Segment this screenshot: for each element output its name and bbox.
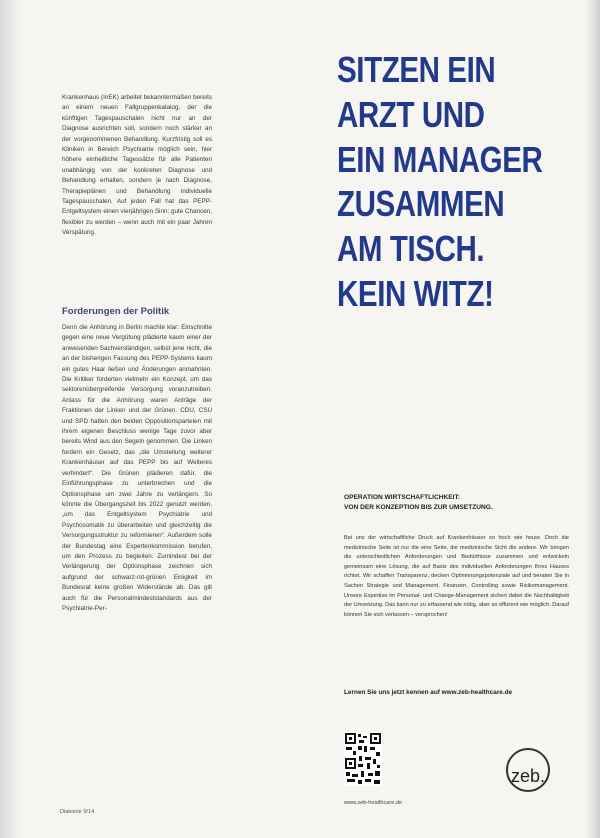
page-folio: Diakonie 9/14	[60, 809, 95, 815]
ad-body-copy: Bei uns der wirtschaftliche Druck auf Krankenhäuser so hoch wie heute. Doch die medizinische Seite ist nur die eine Seite, die medizinische Sicht die andere. Wir bringen die unterschiedlichen Anforderungen und Bedürfnisse zusammen und entwickeln gemeinsam eine Lösung, die auf Basis des individuellen Anforderungen Ihres Hauses richtet. Wir schaffen Transparenz, decken Optimierungspotenziale auf und beraten Sie in Sachen Strategie und Management, Finanzen, Controlling sowie Risikomanagement. Unsere Expertise im Personal- und Change-Management sichert dabei die Nachhaltigkeit der Umsetzung. Das kann nur zu erfassend wie nötig, aber so effizient wie möglich. Darauf können Sie sich verlassen – versprochen!	[344, 535, 569, 618]
logo-text: zeb.	[510, 766, 546, 786]
ad-url[interactable]: www.zeb-healthcare.de	[344, 800, 403, 806]
zeb-logo	[506, 748, 550, 792]
headline-line: ZUSAMMEN	[337, 183, 505, 225]
article-paragraph: Denn die Anhörung in Berlin machte klar: Einschnitte gegen eine neue Vergütung plädierte kaum einer der anwesenden Sachverständigen, selbst jene nicht, die an der bisherigen Fassung des PEPP-Systems kaum ein gutes Haar ließen und Änderungen anmahnten. Die Kritiker forderten vielmehr ein Konzept, um das sektorenübergreifende Versorgung voranzutreiben. Anlass für die Anhörung waren Anträge der Fraktionen der Linken und der Grünen. CDU, CSU und SPD hatten den beiden Oppositionsparteien mit ihrem eigenen Beschluss wenige Tage zuvor aber bereits Wind aus den Segeln genommen. Die Linken fordern ein Gesetz, das „die Umstellung weiterer Krankenhäuser auf das PEPP bis auf Weiteres verhindert“. Die Grünen plädieren dafür, die Einführungsphase zu unterbrechen und die Optionsphase um zwei Jahre zu verlängern. So könnte die Übergangszeit bis 2022 genutzt werden, „um das Entgeltsystem Psychiatrie und Psychosomatik zu überarbeiten und gleichzeitig die Versorgungsstruktur zu reformieren“. Außerdem solle der Bundestag eine Expertenkommission berufen, um den Prozess zu begleiten. Zumindest bei der Verlängerung der Optionsphase zeichnen sich aufgrund der schwarz-rot-grünen Einigkeit im Bundesrat keine großen Widerstände ab. Das gilt auch für die Personalmindeststandards aus der Psychiatrie-Per-	[62, 324, 212, 612]
headline-line: EIN MANAGER	[337, 138, 543, 180]
headline-line: AM TISCH.	[337, 228, 485, 270]
section-heading: Forderungen der Politik	[62, 306, 170, 317]
ad-kicker	[344, 493, 493, 513]
headline-line: KEIN WITZ!	[337, 272, 494, 314]
kicker-line: OPERATION WIRTSCHAFTLICHKEIT:	[344, 494, 460, 501]
page-edge-shadow	[586, 0, 600, 838]
advertisement-headline	[337, 48, 559, 317]
ad-call-to-action[interactable]: Lernen Sie uns jetzt kennen auf www.zeb-healthcare.de	[344, 689, 513, 696]
headline-line: SITZEN EIN	[337, 49, 496, 90]
qr-code-icon[interactable]	[344, 732, 382, 786]
article-text-bottom	[62, 323, 212, 614]
article-paragraph: Krankenhaus (InEK) arbeitet bekanntermaßen bereits an einem neuen Fallgruppenkatalog, der die künftigen Tagespauschalen nicht nur an der Diagnose ausrichten soll, sondern noch stärker an der vorgenommenen Behandlung. Kurzfristig soll es Kliniken in Bereich Psychiatrie möglich sein, hier höhere einheitliche Tagessätze für alle Patienten unabhängig von der konkreten Diagnose und Behandlung erhalten, sondern je nach Diagnose, Therapieplänen und Behandlung individuelle Tagespauschalen. Auf jeden Fall hat das PEPP-Entgeltsystem einen vierjährigen Sinn: gute Chancen, flexibler zu werden – wenn auch mit ein paar Jahren Verspätung.	[62, 94, 212, 237]
article-text-top	[62, 93, 212, 239]
page-gutter-shadow	[0, 0, 22, 838]
headline-line: ARZT UND	[337, 93, 485, 135]
kicker-line: VON DER KONZEPTION BIS ZUR UMSETZUNG.	[344, 504, 493, 511]
